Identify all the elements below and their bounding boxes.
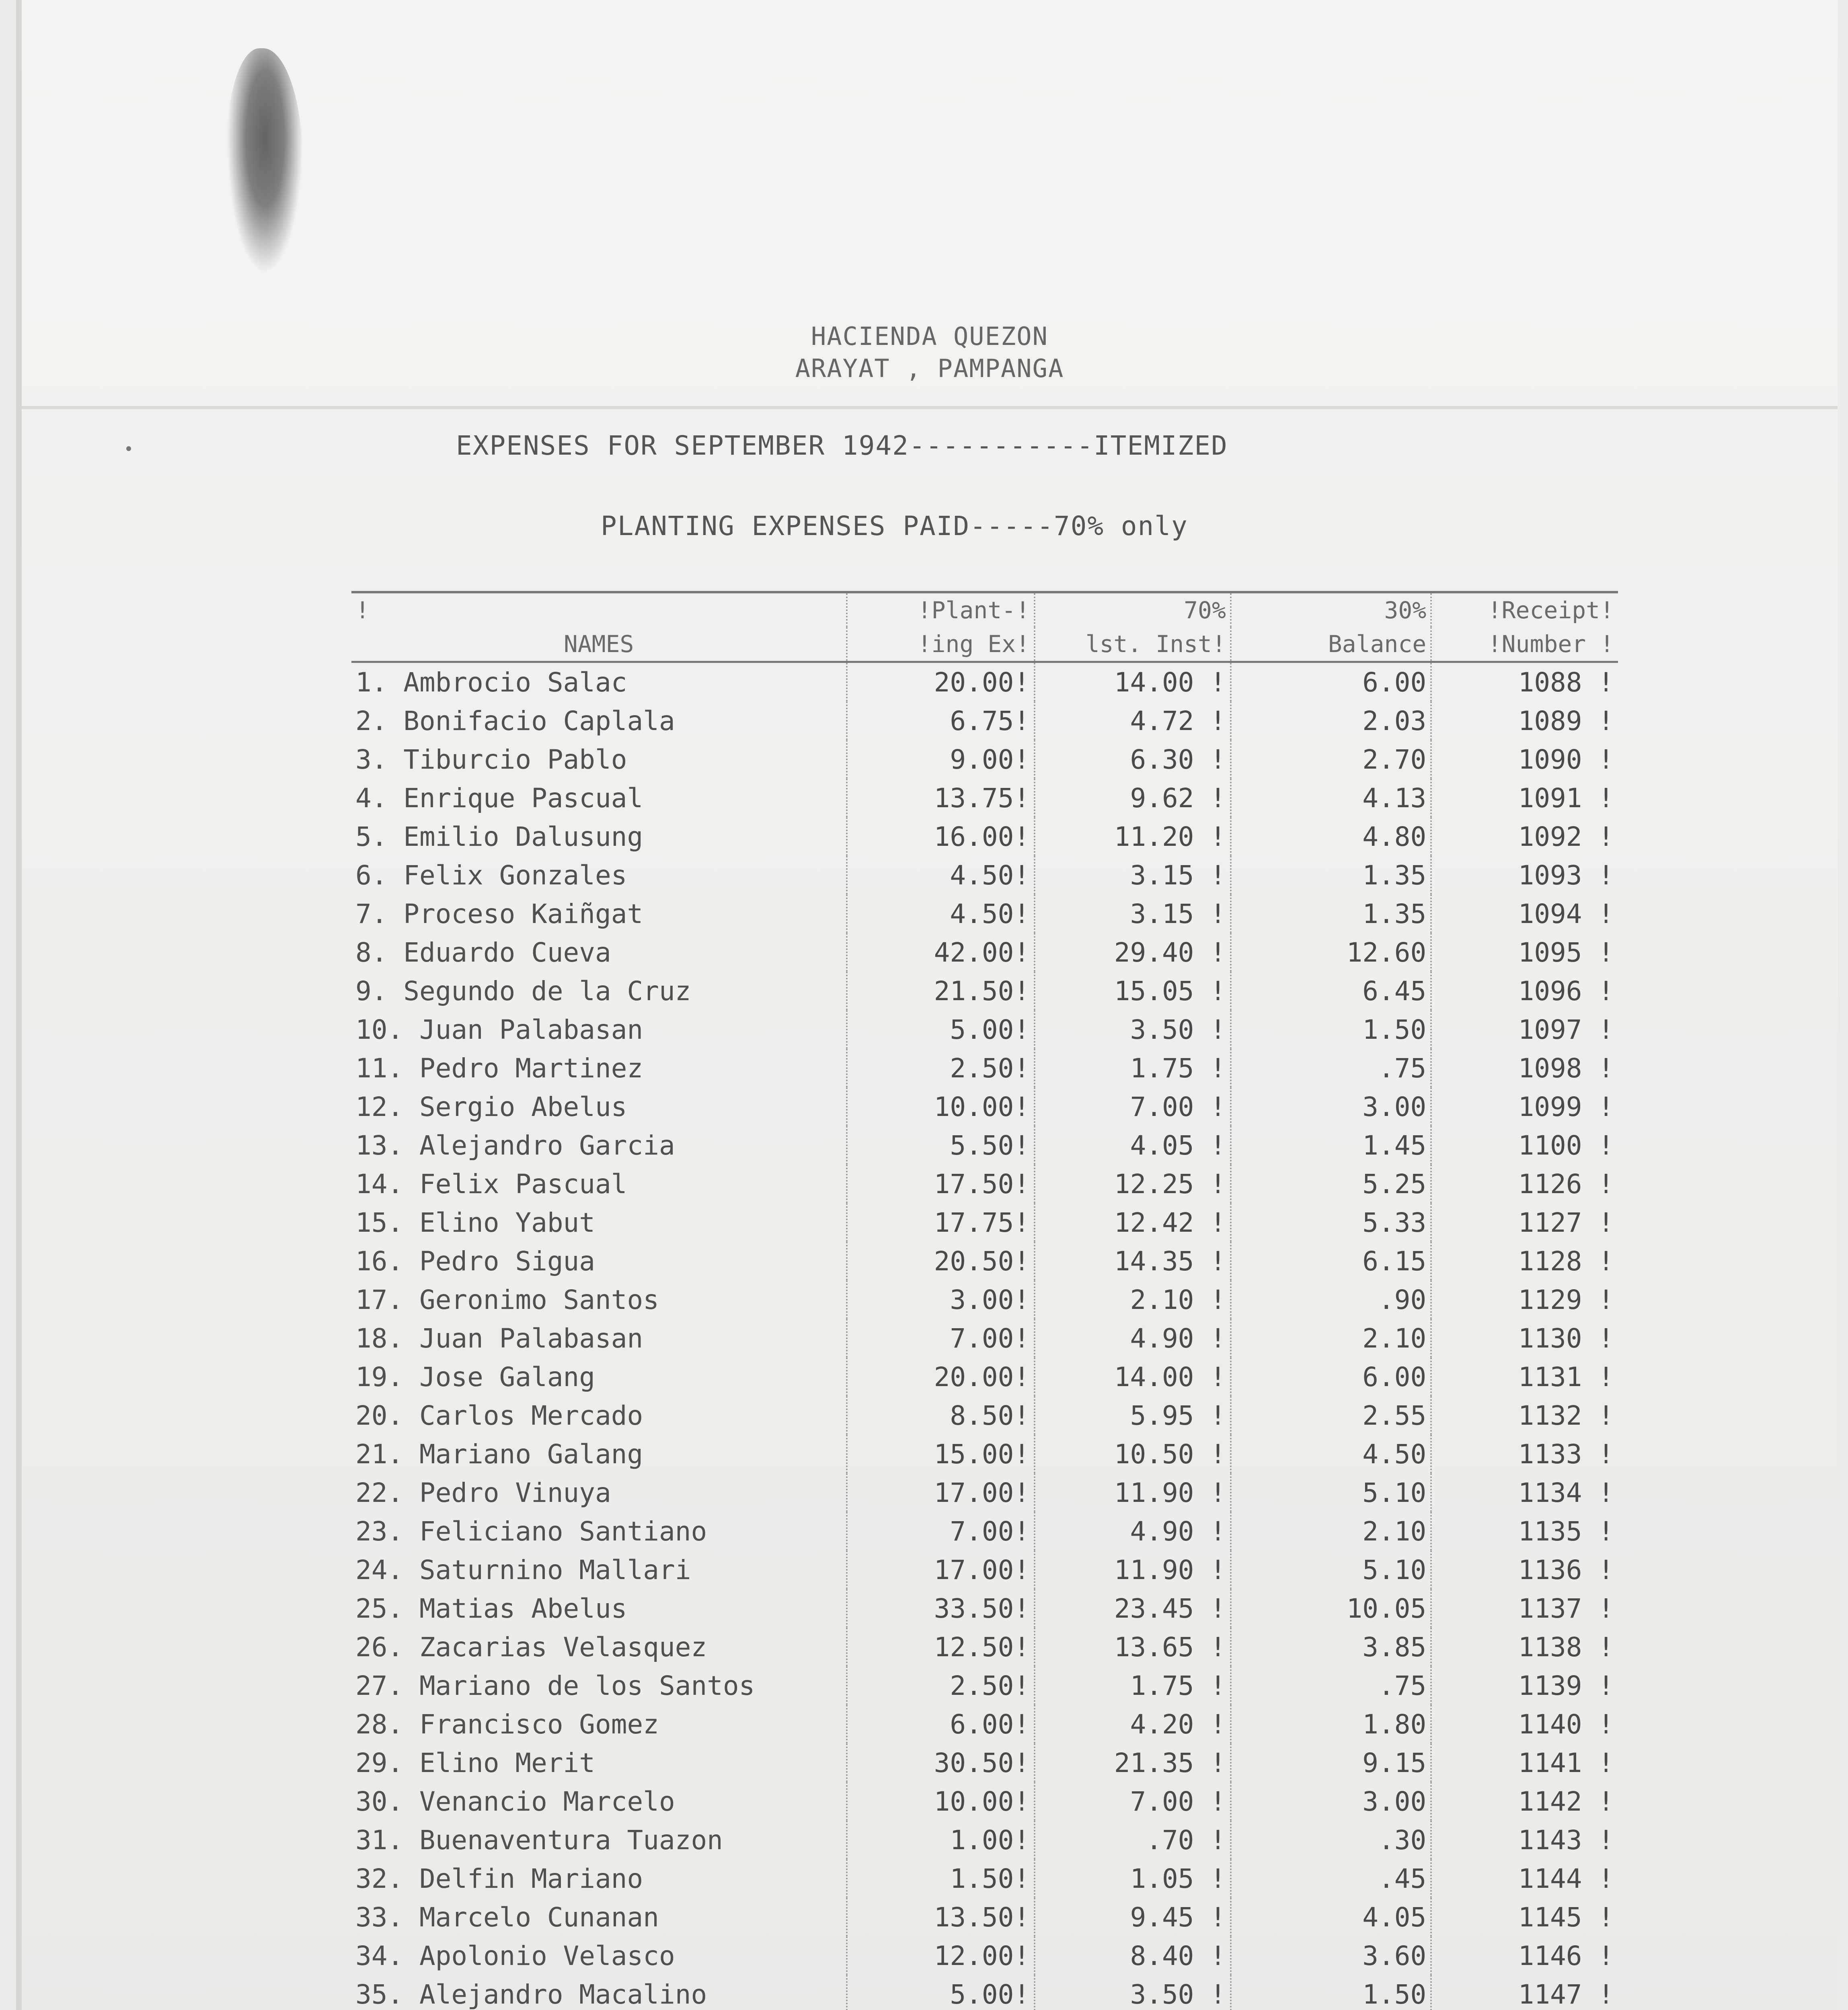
cell-inst: 21.35 ! [1035, 1743, 1231, 1782]
hacienda-title: HACIENDA QUEZON [811, 322, 1048, 351]
cell-balance: .45 [1231, 1859, 1431, 1898]
cell-receipt: 1090 ! [1431, 740, 1618, 779]
planting-expenses-title: PLANTING EXPENSES PAID-----70% only [601, 511, 1188, 541]
table-row [351, 1242, 1618, 1280]
cell-inst: 1.75 ! [1035, 1049, 1231, 1087]
cell-name: 35. Alejandro Macalino [355, 1979, 707, 2010]
cell-inst: 8.40 ! [1035, 1936, 1231, 1975]
cell-name: 10. Juan Palabasan [355, 1014, 643, 1045]
cell-name: 25. Matias Abelus [355, 1593, 627, 1624]
cell-inst: 7.00 ! [1035, 1782, 1231, 1821]
cell-planting: 20.00! [847, 662, 1035, 702]
table-row [351, 817, 1618, 856]
cell-name: 21. Mariano Galang [355, 1438, 643, 1470]
cell-planting: 42.00! [847, 933, 1035, 972]
cell-name: 12. Sergio Abelus [355, 1091, 627, 1122]
cell-balance: 6.00 [1231, 662, 1431, 702]
location-title: ARAYAT , PAMPANGA [795, 354, 1064, 383]
cell-receipt: 1092 ! [1431, 817, 1618, 856]
cell-balance: 6.00 [1231, 1358, 1431, 1396]
table-row [351, 1666, 1618, 1705]
cell-name: 32. Delfin Mariano [355, 1863, 643, 1894]
cell-planting: 33.50! [847, 1589, 1035, 1628]
cell-name: 34. Apolonio Velasco [355, 1940, 675, 1971]
cell-planting: 2.50! [847, 1049, 1035, 1087]
cell-inst: 23.45 ! [1035, 1589, 1231, 1628]
cell-balance: 4.05 [1231, 1898, 1431, 1936]
cell-balance: 10.05 [1231, 1589, 1431, 1628]
cell-inst: 13.65 ! [1035, 1628, 1231, 1666]
cell-name: 16. Pedro Sigua [355, 1245, 595, 1277]
cell-name: 20. Carlos Mercado [355, 1400, 643, 1431]
cell-inst: 15.05 ! [1035, 972, 1231, 1010]
cell-name: 22. Pedro Vinuya [355, 1477, 611, 1508]
cell-planting: 4.50! [847, 894, 1035, 933]
cell-receipt: 1139 ! [1431, 1666, 1618, 1705]
cell-inst: 4.72 ! [1035, 701, 1231, 740]
table-row [351, 740, 1618, 779]
cell-name: 7. Proceso Kaiñgat [355, 898, 643, 929]
table-row [351, 1551, 1618, 1589]
cell-name: 13. Alejandro Garcia [355, 1130, 675, 1161]
cell-name: 11. Pedro Martinez [355, 1052, 643, 1084]
cell-name: 28. Francisco Gomez [355, 1708, 659, 1740]
cell-receipt: 1136 ! [1431, 1551, 1618, 1589]
cell-planting: 5.00! [847, 1975, 1035, 2010]
cell-planting: 10.00! [847, 1087, 1035, 1126]
cell-planting: 10.00! [847, 1782, 1035, 1821]
table-row [351, 856, 1618, 894]
cell-receipt: 1146 ! [1431, 1936, 1618, 1975]
cell-planting: 30.50! [847, 1743, 1035, 1782]
cell-receipt: 1143 ! [1431, 1821, 1618, 1859]
cell-balance: 1.80 [1231, 1705, 1431, 1743]
cell-receipt: 1134 ! [1431, 1473, 1618, 1512]
cell-inst: 1.75 ! [1035, 1666, 1231, 1705]
cell-balance: 9.15 [1231, 1743, 1431, 1782]
cell-planting: 13.75! [847, 779, 1035, 817]
cell-balance: 1.50 [1231, 1010, 1431, 1049]
cell-inst: 4.90 ! [1035, 1512, 1231, 1551]
cell-receipt: 1142 ! [1431, 1782, 1618, 1821]
cell-name: 1. Ambrocio Salac [355, 667, 627, 698]
cell-balance: 4.80 [1231, 817, 1431, 856]
table-row [351, 1782, 1618, 1821]
cell-receipt: 1147 ! [1431, 1975, 1618, 2010]
cell-receipt: 1096 ! [1431, 972, 1618, 1010]
table-row [351, 1396, 1618, 1435]
cell-receipt: 1145 ! [1431, 1898, 1618, 1936]
cell-planting: 17.00! [847, 1551, 1035, 1589]
header-planting: !ing Ex! [847, 627, 1035, 662]
expenses-title: EXPENSES FOR SEPTEMBER 1942-----------ITEMIZED [456, 430, 1228, 461]
cell-inst: 29.40 ! [1035, 933, 1231, 972]
cell-inst: 3.15 ! [1035, 856, 1231, 894]
cell-receipt: 1097 ! [1431, 1010, 1618, 1049]
cell-name: 4. Enrique Pascual [355, 782, 643, 814]
cell-balance: 1.45 [1231, 1126, 1431, 1165]
cell-name: 9. Segundo de la Cruz [355, 975, 691, 1007]
table-row [351, 1975, 1618, 2010]
cell-inst: .70 ! [1035, 1821, 1231, 1859]
table-row [351, 1358, 1618, 1396]
table-header-row [351, 592, 1618, 627]
cell-inst: 4.90 ! [1035, 1319, 1231, 1358]
cell-name: 31. Buenaventura Tuazon [355, 1824, 723, 1856]
cell-inst: 6.30 ! [1035, 740, 1231, 779]
header-receipt-top: !Receipt! [1431, 592, 1618, 627]
cell-name: 5. Emilio Dalusung [355, 821, 643, 852]
cell-planting: 17.75! [847, 1203, 1035, 1242]
cell-receipt: 1127 ! [1431, 1203, 1618, 1242]
cell-name: 26. Zacarias Velasquez [355, 1631, 707, 1663]
cell-inst: 12.25 ! [1035, 1165, 1231, 1203]
header-names-top: ! [351, 592, 847, 627]
cell-planting: 20.50! [847, 1242, 1035, 1280]
cell-planting: 6.00! [847, 1705, 1035, 1743]
cell-name: 17. Geronimo Santos [355, 1284, 659, 1315]
cell-inst: 3.50 ! [1035, 1975, 1231, 2010]
cell-name: 3. Tiburcio Pablo [355, 744, 627, 775]
table-row [351, 1087, 1618, 1126]
header-receipt: !Number ! [1431, 627, 1618, 662]
cell-planting: 20.00! [847, 1358, 1035, 1396]
cell-planting: 5.00! [847, 1010, 1035, 1049]
cell-planting: 17.50! [847, 1165, 1035, 1203]
cell-name: 15. Elino Yabut [355, 1207, 595, 1238]
cell-planting: 2.50! [847, 1666, 1035, 1705]
cell-inst: 2.10 ! [1035, 1280, 1231, 1319]
cell-planting: 8.50! [847, 1396, 1035, 1435]
cell-receipt: 1094 ! [1431, 894, 1618, 933]
cell-balance: 5.10 [1231, 1473, 1431, 1512]
cell-receipt: 1135 ! [1431, 1512, 1618, 1551]
cell-planting: 15.00! [847, 1435, 1035, 1473]
cell-balance: 12.60 [1231, 933, 1431, 972]
table-row [351, 1280, 1618, 1319]
cell-balance: .90 [1231, 1280, 1431, 1319]
table-row [351, 1628, 1618, 1666]
table-row [351, 1512, 1618, 1551]
header-inst-top: 70% [1035, 592, 1231, 627]
cell-planting: 13.50! [847, 1898, 1035, 1936]
table-row [351, 1319, 1618, 1358]
cell-balance: 6.45 [1231, 972, 1431, 1010]
cell-name: 33. Marcelo Cunanan [355, 1901, 659, 1933]
cell-planting: 7.00! [847, 1512, 1035, 1551]
cell-inst: 14.00 ! [1035, 1358, 1231, 1396]
cell-receipt: 1140 ! [1431, 1705, 1618, 1743]
cell-inst: 4.20 ! [1035, 1705, 1231, 1743]
cell-planting: 7.00! [847, 1319, 1035, 1358]
cell-receipt: 1099 ! [1431, 1087, 1618, 1126]
header-names: NAMES [351, 627, 847, 662]
cell-inst: 9.62 ! [1035, 779, 1231, 817]
cell-balance: 1.35 [1231, 856, 1431, 894]
table-body [351, 662, 1618, 2010]
cell-balance: 1.50 [1231, 1975, 1431, 2010]
header-inst: lst. Inst! [1035, 627, 1231, 662]
cell-planting: 17.00! [847, 1473, 1035, 1512]
table-row [351, 1126, 1618, 1165]
cell-balance: 3.00 [1231, 1782, 1431, 1821]
cell-inst: 9.45 ! [1035, 1898, 1231, 1936]
cell-balance: 2.10 [1231, 1319, 1431, 1358]
cell-inst: 11.90 ! [1035, 1551, 1231, 1589]
cell-balance: 1.35 [1231, 894, 1431, 933]
cell-planting: 5.50! [847, 1126, 1035, 1165]
cell-receipt: 1141 ! [1431, 1743, 1618, 1782]
cell-balance: .30 [1231, 1821, 1431, 1859]
table-header-row [351, 627, 1618, 662]
cell-planting: 12.50! [847, 1628, 1035, 1666]
cell-receipt: 1129 ! [1431, 1280, 1618, 1319]
header-planting-top: !Plant-! [847, 592, 1035, 627]
page-fold-line [22, 406, 1838, 409]
cell-planting: 12.00! [847, 1936, 1035, 1975]
cell-receipt: 1138 ! [1431, 1628, 1618, 1666]
cell-planting: 3.00! [847, 1280, 1035, 1319]
table-row [351, 1821, 1618, 1859]
header-balance-top: 30% [1231, 592, 1431, 627]
table-row [351, 779, 1618, 817]
cell-name: 18. Juan Palabasan [355, 1323, 643, 1354]
cell-inst: 3.15 ! [1035, 894, 1231, 933]
document-page [16, 0, 1838, 2010]
cell-name: 2. Bonifacio Caplala [355, 705, 675, 736]
expenses-table [351, 591, 1618, 2010]
cell-receipt: 1126 ! [1431, 1165, 1618, 1203]
cell-balance: 2.55 [1231, 1396, 1431, 1435]
table-row [351, 1898, 1618, 1936]
cell-balance: 3.60 [1231, 1936, 1431, 1975]
table-row [351, 662, 1618, 702]
table-row [351, 1936, 1618, 1975]
cell-planting: 21.50! [847, 972, 1035, 1010]
cell-receipt: 1088 ! [1431, 662, 1618, 702]
cell-name: 23. Feliciano Santiano [355, 1516, 707, 1547]
cell-receipt: 1131 ! [1431, 1358, 1618, 1396]
cell-planting: 6.75! [847, 701, 1035, 740]
cell-inst: 7.00 ! [1035, 1087, 1231, 1126]
cell-planting: 1.50! [847, 1859, 1035, 1898]
cell-name: 6. Felix Gonzales [355, 859, 627, 891]
cell-inst: 11.20 ! [1035, 817, 1231, 856]
cell-receipt: 1095 ! [1431, 933, 1618, 972]
table-row [351, 933, 1618, 972]
table-row [351, 1705, 1618, 1743]
table-row [351, 1859, 1618, 1898]
table-row [351, 1743, 1618, 1782]
cell-receipt: 1144 ! [1431, 1859, 1618, 1898]
cell-balance: 3.00 [1231, 1087, 1431, 1126]
cell-balance: 2.70 [1231, 740, 1431, 779]
table-row [351, 701, 1618, 740]
cell-name: 30. Venancio Marcelo [355, 1786, 675, 1817]
cell-receipt: 1130 ! [1431, 1319, 1618, 1358]
ink-smudge [227, 48, 303, 273]
cell-name: 27. Mariano de los Santos [355, 1670, 755, 1701]
cell-receipt: 1098 ! [1431, 1049, 1618, 1087]
cell-balance: 5.33 [1231, 1203, 1431, 1242]
table-row [351, 1473, 1618, 1512]
cell-inst: 12.42 ! [1035, 1203, 1231, 1242]
cell-receipt: 1133 ! [1431, 1435, 1618, 1473]
cell-balance: 3.85 [1231, 1628, 1431, 1666]
cell-inst: 11.90 ! [1035, 1473, 1231, 1512]
cell-planting: 16.00! [847, 817, 1035, 856]
cell-name: 8. Eduardo Cueva [355, 937, 611, 968]
cell-inst: 5.95 ! [1035, 1396, 1231, 1435]
cell-name: 24. Saturnino Mallari [355, 1554, 691, 1585]
cell-inst: 14.35 ! [1035, 1242, 1231, 1280]
table-row [351, 1049, 1618, 1087]
cell-balance: 4.50 [1231, 1435, 1431, 1473]
cell-planting: 9.00! [847, 740, 1035, 779]
table-row [351, 1010, 1618, 1049]
cell-balance: 2.10 [1231, 1512, 1431, 1551]
cell-receipt: 1100 ! [1431, 1126, 1618, 1165]
speck-mark-icon [126, 446, 131, 451]
table-row [351, 1203, 1618, 1242]
cell-name: 29. Elino Merit [355, 1747, 595, 1778]
cell-receipt: 1128 ! [1431, 1242, 1618, 1280]
table-row [351, 1435, 1618, 1473]
cell-receipt: 1132 ! [1431, 1396, 1618, 1435]
table-row [351, 1165, 1618, 1203]
cell-planting: 4.50! [847, 856, 1035, 894]
cell-inst: 3.50 ! [1035, 1010, 1231, 1049]
cell-name: 19. Jose Galang [355, 1361, 595, 1393]
cell-inst: 14.00 ! [1035, 662, 1231, 702]
cell-inst: 4.05 ! [1035, 1126, 1231, 1165]
cell-receipt: 1089 ! [1431, 701, 1618, 740]
cell-inst: 10.50 ! [1035, 1435, 1231, 1473]
header-balance: Balance [1231, 627, 1431, 662]
cell-balance: .75 [1231, 1666, 1431, 1705]
cell-balance: 4.13 [1231, 779, 1431, 817]
cell-balance: 2.03 [1231, 701, 1431, 740]
table-row [351, 894, 1618, 933]
cell-receipt: 1137 ! [1431, 1589, 1618, 1628]
cell-name: 14. Felix Pascual [355, 1168, 627, 1200]
cell-inst: 1.05 ! [1035, 1859, 1231, 1898]
cell-balance: 5.10 [1231, 1551, 1431, 1589]
cell-receipt: 1093 ! [1431, 856, 1618, 894]
cell-balance: 5.25 [1231, 1165, 1431, 1203]
cell-balance: .75 [1231, 1049, 1431, 1087]
cell-planting: 1.00! [847, 1821, 1035, 1859]
cell-balance: 6.15 [1231, 1242, 1431, 1280]
table-row [351, 972, 1618, 1010]
cell-receipt: 1091 ! [1431, 779, 1618, 817]
table-row [351, 1589, 1618, 1628]
